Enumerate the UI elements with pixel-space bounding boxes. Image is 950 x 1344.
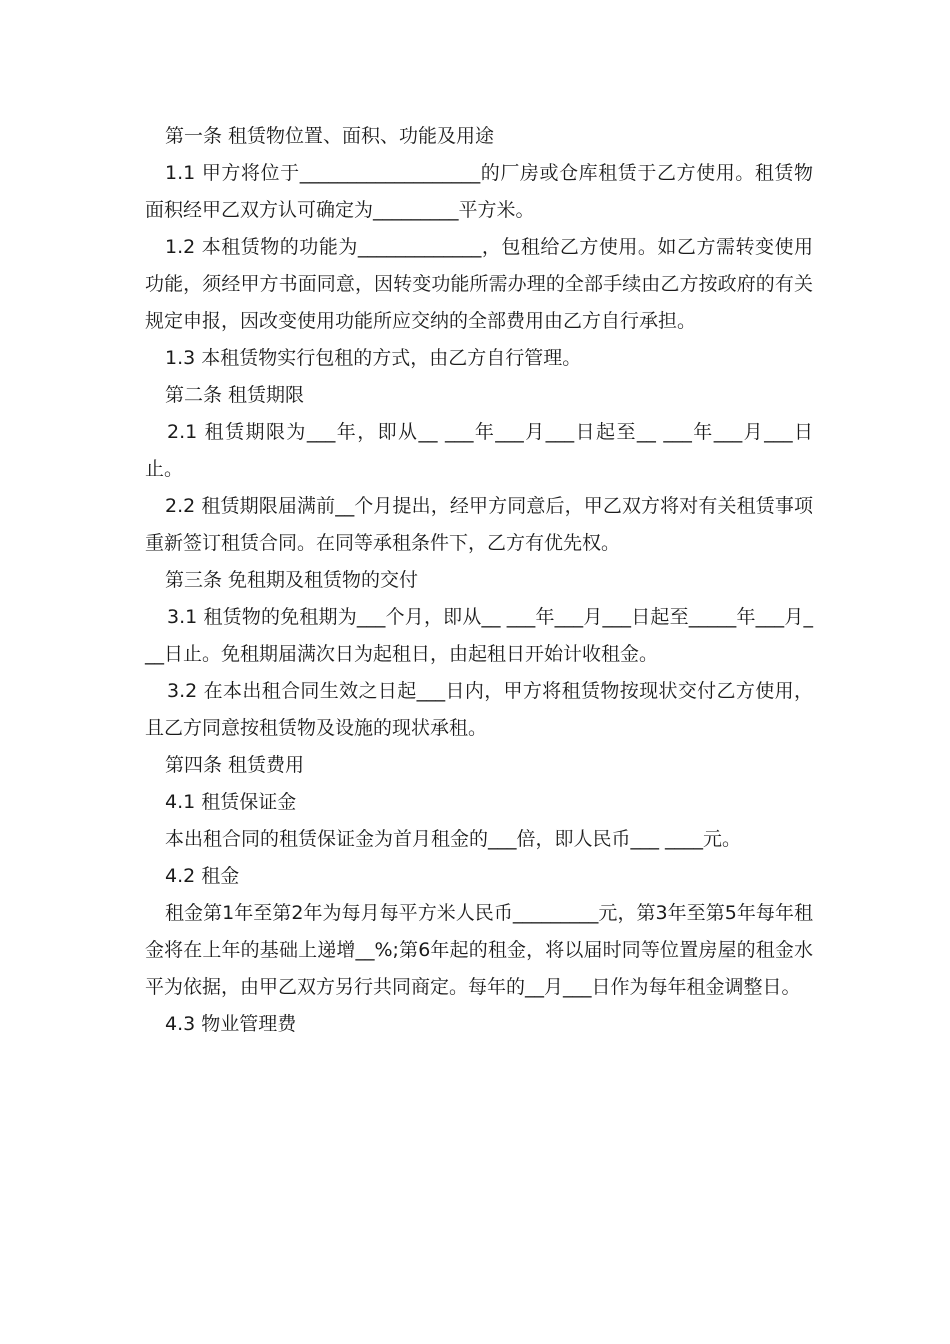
clause-4-1-text: 本出租合同的租赁保证金为首月租金的___倍，即人民币___ ____元。 bbox=[165, 828, 742, 850]
clause-1-2: 1.2 本租赁物的功能为_____________，包租给乙方使用。如乙方需转变使用功能，须经甲方书面同意，因转变功能所需办理的全部手续由乙方按政府的有关规定申报，因改变使用功能所应交纳的全部费用由乙方自行承担。 bbox=[145, 236, 813, 332]
clause-1-3: 1.3 本租赁物实行包租的方式，由乙方自行管理。 bbox=[165, 347, 582, 369]
clause-2-2: 2.2 租赁期限届满前__个月提出，经甲方同意后，甲乙双方将对有关租赁事项重新签订租赁合同。在同等承租条件下，乙方有优先权。 bbox=[145, 495, 813, 554]
clause-4-1-heading: 4.1 租赁保证金 bbox=[165, 791, 297, 813]
contract-body bbox=[145, 118, 813, 1043]
article-4-heading: 第四条 租赁费用 bbox=[165, 754, 305, 776]
clause-2-1: 2.1 租赁期限为___年，即从__ ___年___月___日起至__ ___年___月___日止。 bbox=[145, 421, 813, 480]
article-1-heading: 第一条 租赁物位置、面积、功能及用途 bbox=[165, 125, 495, 147]
clause-4-2-text: 租金第1年至第2年为每月每平方米人民币_________元，第3年至第5年每年租金将在上年的基础上递增__%;第6年起的租金，将以届时同等位置房屋的租金水平为依据，由甲乙双方另行共同商定。每年的__月___日作为每年租金调整日。 bbox=[145, 902, 813, 998]
clause-1-1: 1.1 甲方将位于___________________的厂房或仓库租赁于乙方使用。租赁物面积经甲乙双方认可确定为_________平方米。 bbox=[145, 162, 813, 221]
article-2-heading: 第二条 租赁期限 bbox=[165, 384, 305, 406]
clause-3-2: 3.2 在本出租合同生效之日起___日内，甲方将租赁物按现状交付乙方使用，且乙方同意按租赁物及设施的现状承租。 bbox=[145, 680, 813, 739]
clause-4-3-heading: 4.3 物业管理费 bbox=[165, 1013, 297, 1035]
clause-4-2-heading: 4.2 租金 bbox=[165, 865, 240, 887]
article-3-heading: 第三条 免租期及租赁物的交付 bbox=[165, 569, 419, 591]
clause-3-1: 3.1 租赁物的免租期为___个月，即从__ ___年___月___日起至_____年___月___日止。免租期届满次日为起租日，由起租日开始计收租金。 bbox=[145, 606, 813, 665]
